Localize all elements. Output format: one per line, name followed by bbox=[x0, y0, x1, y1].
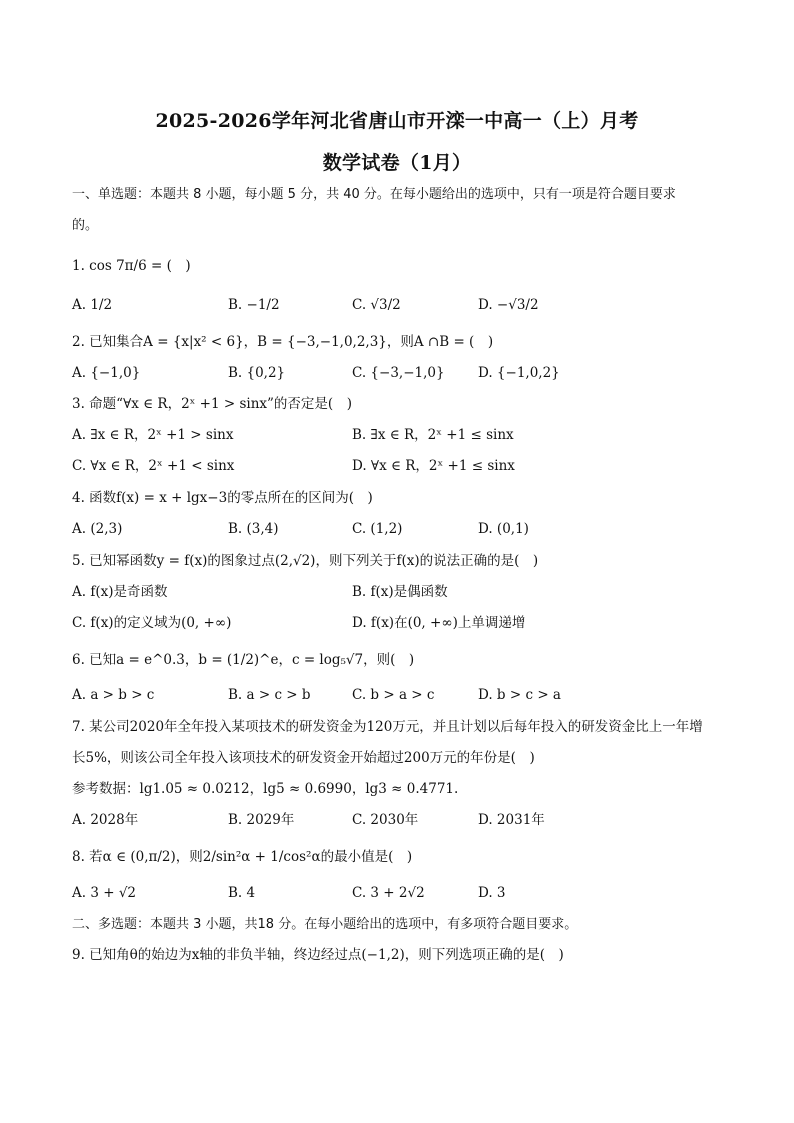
q6-option-a: A. a > b > c bbox=[72, 687, 155, 703]
q4-option-d: D. (0,1) bbox=[478, 521, 529, 537]
q3-option-a: A. ∃x ∈ R，2ˣ +1 > sinx bbox=[72, 427, 234, 443]
q5-option-a: A. f(x)是奇函数 bbox=[72, 584, 168, 600]
q1-option-c: C. √3/2 bbox=[352, 297, 401, 313]
q3-option-c: C. ∀x ∈ R，2ˣ +1 < sinx bbox=[72, 458, 235, 474]
page-title: 2025-2026学年河北省唐山市开滦一中高一（上）月考 bbox=[155, 110, 639, 132]
q7-reference-data: 参考数据：lg1.05 ≈ 0.0212，lg5 ≈ 0.6990，lg3 ≈ 0.4771. bbox=[72, 781, 459, 797]
q8-option-c: C. 3 + 2√2 bbox=[352, 885, 425, 901]
q3-option-b: B. ∃x ∈ R，2ˣ +1 ≤ sinx bbox=[352, 427, 514, 443]
q6-option-b: B. a > c > b bbox=[228, 687, 311, 703]
section1-heading: 一、单选题：本题共 8 小题，每小题 5 分，共 40 分。在每小题给出的选项中，只有一项是符合题目要求 bbox=[72, 187, 676, 202]
q2-option-c: C. {−3,−1,0} bbox=[352, 365, 445, 381]
q3-stem: 3. 命题“∀x ∈ R，2ˣ +1 > sinx”的否定是( ) bbox=[72, 396, 352, 412]
q4-option-c: C. (1,2) bbox=[352, 521, 403, 537]
q7-option-b: B. 2029年 bbox=[228, 812, 295, 828]
q3-option-d: D. ∀x ∈ R，2ˣ +1 ≤ sinx bbox=[352, 458, 515, 474]
q8-option-a: A. 3 + √2 bbox=[72, 885, 137, 901]
q5-stem: 5. 已知幂函数y = f(x)的图象过点(2,√2)，则下列关于f(x)的说法正确的是( ) bbox=[72, 553, 539, 569]
q1-stem: 1. cos 7π/6 = ( ) bbox=[72, 258, 191, 274]
section1-heading-cont: 的。 bbox=[72, 218, 99, 233]
q7-option-d: D. 2031年 bbox=[478, 812, 545, 828]
q7-option-a: A. 2028年 bbox=[72, 812, 139, 828]
q4-option-b: B. (3,4) bbox=[228, 521, 279, 537]
q5-option-c: C. f(x)的定义域为(0, +∞) bbox=[72, 615, 232, 631]
q2-option-b: B. {0,2} bbox=[228, 365, 286, 381]
q4-stem: 4. 函数f(x) = x + lgx−3的零点所在的区间为( ) bbox=[72, 490, 373, 506]
q2-stem: 2. 已知集合A = {x|x² < 6}，B = {−3,−1,0,2,3}，则A ∩B = ( ) bbox=[72, 334, 494, 350]
q7-option-c: C. 2030年 bbox=[352, 812, 419, 828]
q7-stem: 7. 某公司2020年全年投入某项技术的研发资金为120万元，并且计划以后每年投入的研发资金比上一年增 bbox=[72, 719, 703, 735]
section2-heading: 二、多选题：本题共 3 小题，共18 分。在每小题给出的选项中，有多项符合题目要求。 bbox=[72, 917, 578, 932]
q2-option-a: A. {−1,0} bbox=[72, 365, 141, 381]
q6-stem: 6. 已知a = e^0.3，b = (1/2)^e，c = log₅√7，则( ) bbox=[72, 652, 415, 668]
q1-option-b: B. −1/2 bbox=[228, 297, 280, 313]
q6-option-d: D. b > c > a bbox=[478, 687, 561, 703]
q9-stem: 9. 已知角θ的始边为x轴的非负半轴，终边经过点(−1,2)，则下列选项正确的是( ) bbox=[72, 947, 564, 963]
q5-option-d: D. f(x)在(0, +∞)上单调递增 bbox=[352, 615, 526, 631]
q8-option-b: B. 4 bbox=[228, 885, 256, 901]
q6-option-c: C. b > a > c bbox=[352, 687, 435, 703]
q4-option-a: A. (2,3) bbox=[72, 521, 123, 537]
q2-option-d: D. {−1,0,2} bbox=[478, 365, 560, 381]
q8-option-d: D. 3 bbox=[478, 885, 506, 901]
q8-stem: 8. 若α ∈ (0,π/2)，则2/sin²α + 1/cos²α的最小值是( ) bbox=[72, 849, 413, 865]
q7-stem-cont: 长5%，则该公司全年投入该项技术的研发资金开始超过200万元的年份是( ) bbox=[72, 750, 535, 766]
q1-option-d: D. −√3/2 bbox=[478, 297, 539, 313]
q1-option-a: A. 1/2 bbox=[72, 297, 113, 313]
page-subtitle: 数学试卷（1月） bbox=[322, 152, 472, 174]
q5-option-b: B. f(x)是偶函数 bbox=[352, 584, 448, 600]
